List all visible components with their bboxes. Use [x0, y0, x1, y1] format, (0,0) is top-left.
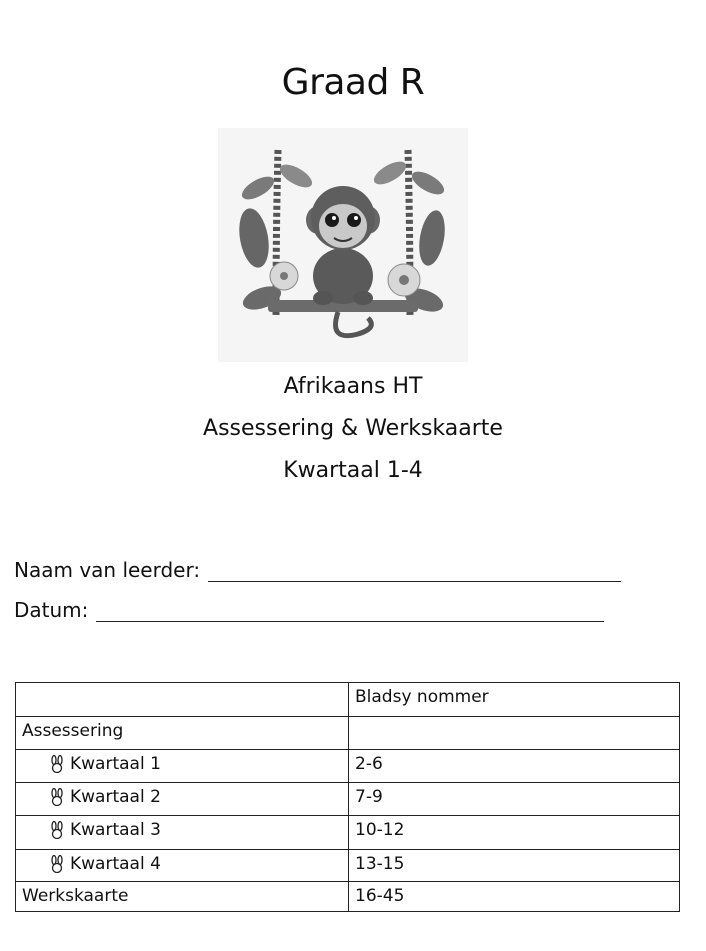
learner-name-field[interactable] — [208, 563, 621, 582]
date-label: Datum: — [14, 598, 89, 622]
header-cell-page-number: Bladsy nommer — [349, 683, 680, 717]
date-row — [14, 598, 604, 622]
row-label: Kwartaal 3 — [70, 820, 161, 840]
row-label: Kwartaal 4 — [70, 854, 161, 874]
row-label: Assessering — [16, 717, 349, 750]
page-title: Graad R — [281, 62, 425, 103]
row-pages: 7-9 — [349, 783, 680, 816]
table-row — [16, 882, 680, 912]
subtitle-block — [0, 366, 706, 492]
row-pages: 2-6 — [349, 750, 680, 783]
row-pages: 16-45 — [349, 882, 680, 912]
row-label: Kwartaal 2 — [70, 787, 161, 807]
term-title: Kwartaal 1-4 — [283, 458, 423, 483]
table-row — [16, 816, 680, 850]
row-pages: 13-15 — [349, 850, 680, 882]
row-label: Werkskaarte — [16, 882, 349, 912]
row-pages: 10-12 — [349, 816, 680, 850]
bunny-icon — [50, 788, 64, 806]
table-row — [16, 750, 680, 783]
monkey-on-swing-illustration — [218, 128, 468, 362]
bunny-icon — [50, 855, 64, 873]
learner-name-row — [14, 558, 621, 582]
table-row — [16, 717, 680, 750]
bunny-icon — [50, 821, 64, 839]
contents-table — [15, 682, 680, 912]
content-title: Assessering & Werkskaarte — [203, 416, 503, 441]
date-field[interactable] — [96, 603, 604, 622]
learner-name-label: Naam van leerder: — [14, 558, 201, 582]
row-label: Kwartaal 1 — [70, 754, 161, 774]
bunny-icon — [50, 755, 64, 773]
table-row — [16, 850, 680, 882]
subject-title: Afrikaans HT — [283, 374, 423, 399]
table-row — [16, 783, 680, 816]
header-cell-empty — [16, 683, 349, 717]
table-header-row — [16, 683, 680, 717]
row-pages — [349, 717, 680, 750]
